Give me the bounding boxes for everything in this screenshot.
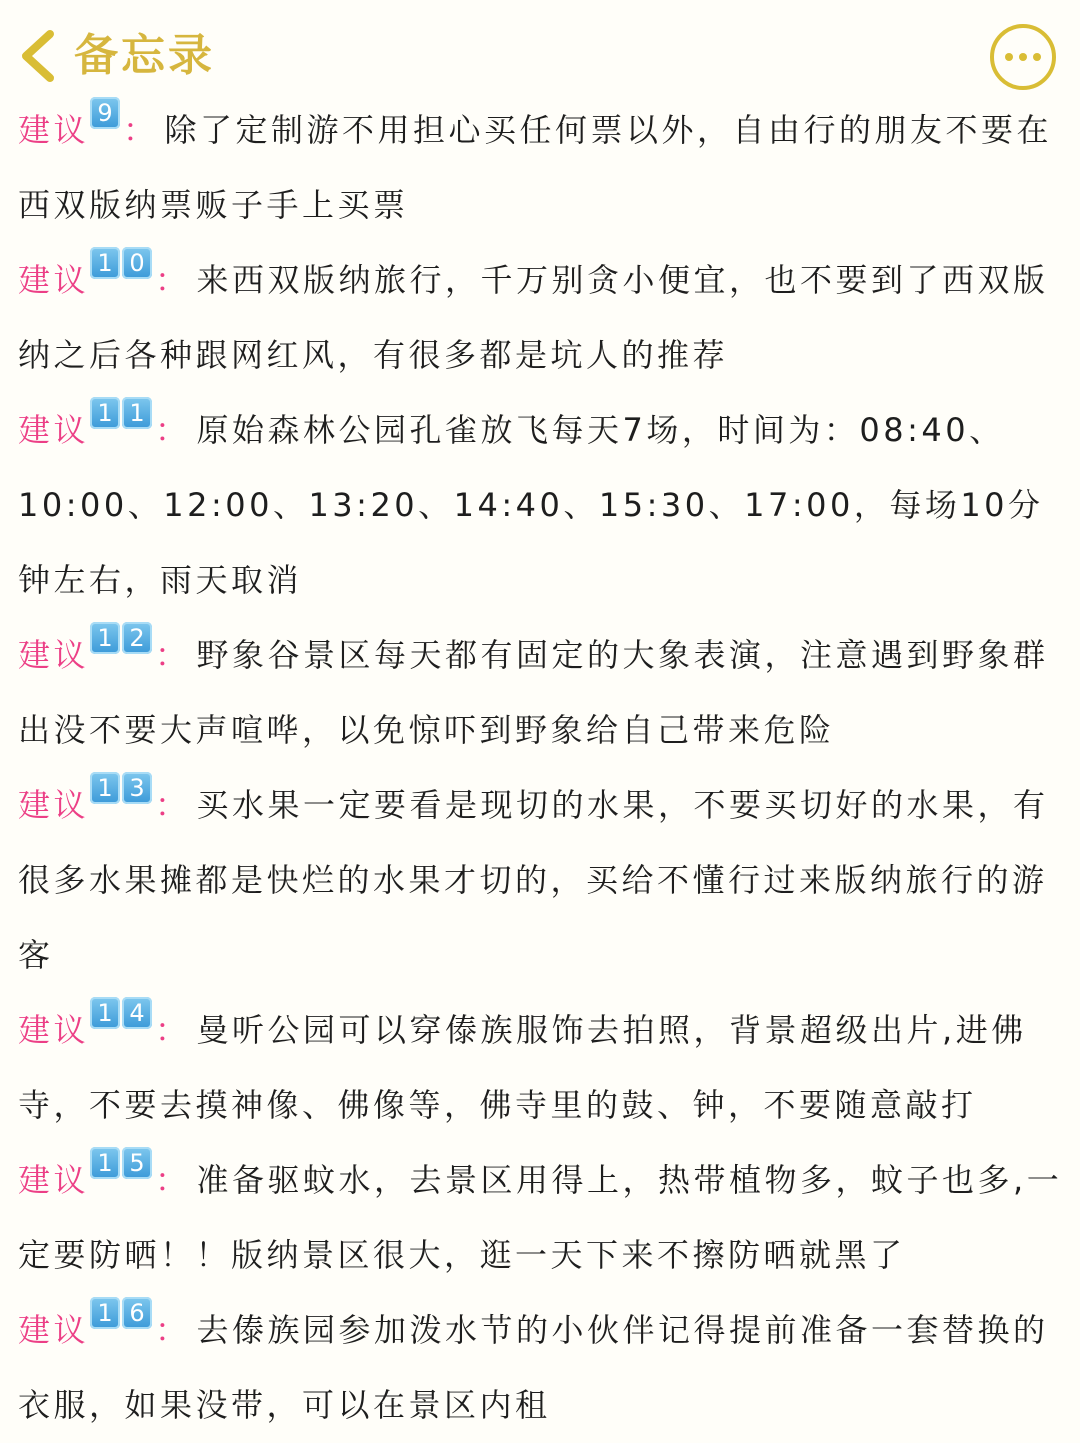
tip-number-badge <box>90 1147 154 1179</box>
tip-item <box>18 243 1074 393</box>
tip-label: 建议 <box>18 111 90 149</box>
number-keycap: 1 <box>90 1297 120 1329</box>
tip-colon: ： <box>123 111 159 149</box>
number-keycap: 1 <box>90 622 120 654</box>
tip-text: 来西双版纳旅行，千万别贪小便宜，也不要到了西双版纳之后各种跟网红风，有很多都是坑人的推荐 <box>18 261 1049 374</box>
number-keycap: 6 <box>122 1297 152 1329</box>
tip-colon: ： <box>155 1011 191 1049</box>
number-keycap: 1 <box>90 397 120 429</box>
tip-text: 买水果一定要看是现切的水果，不要买切好的水果，有很多水果摊都是快烂的水果才切的，买给不懂行过来版纳旅行的游客 <box>18 786 1049 974</box>
number-keycap: 1 <box>90 997 120 1029</box>
app-title[interactable]: 备忘录 <box>74 30 215 81</box>
number-keycap: 1 <box>90 247 120 279</box>
chevron-left-icon[interactable] <box>14 28 62 84</box>
top-bar <box>0 0 1080 108</box>
tip-text: 野象谷景区每天都有固定的大象表演，注意遇到野象群出没不要大声喧哗，以免惊吓到野象给自己带来危险 <box>18 636 1049 749</box>
number-keycap: 2 <box>122 622 152 654</box>
tip-number-badge <box>90 772 154 804</box>
tip-text: 除了定制游不用担心买任何票以外，自由行的朋友不要在西双版纳票贩子手上买票 <box>18 111 1053 224</box>
tip-label: 建议 <box>18 636 90 674</box>
tip-number-badge <box>90 1297 154 1329</box>
tip-label: 建议 <box>18 1311 90 1349</box>
tip-number-badge <box>90 97 122 129</box>
tip-label: 建议 <box>18 1011 90 1049</box>
tip-colon: ： <box>155 1311 191 1349</box>
number-keycap: 1 <box>90 1147 120 1179</box>
number-keycap: 4 <box>122 997 152 1029</box>
number-keycap: 1 <box>90 772 120 804</box>
number-keycap: 0 <box>122 247 152 279</box>
tip-label: 建议 <box>18 261 90 299</box>
tip-colon: ： <box>155 786 191 824</box>
more-dots-icon <box>1033 53 1041 61</box>
tip-item <box>18 1293 1074 1443</box>
tip-number-badge <box>90 622 154 654</box>
more-dots-icon <box>1019 53 1027 61</box>
more-dots-icon <box>1005 53 1013 61</box>
tip-label: 建议 <box>18 411 90 449</box>
tip-text: 去傣族园参加泼水节的小伙伴记得提前准备一套替换的衣服，如果没带，可以在景区内租 <box>18 1311 1049 1424</box>
tip-label: 建议 <box>18 786 90 824</box>
note-body[interactable] <box>18 93 1074 1443</box>
tip-colon: ： <box>155 411 191 449</box>
tip-item <box>18 1143 1074 1293</box>
tip-text: 原始森林公园孔雀放飞每天7场，时间为：08:40、10:00、12:00、13:20、14:40、15:30、17:00，每场10分钟左右，雨天取消 <box>18 411 1044 599</box>
tip-item <box>18 768 1074 993</box>
number-keycap: 9 <box>90 97 120 129</box>
tip-label: 建议 <box>18 1161 90 1199</box>
tip-number-badge <box>90 997 154 1029</box>
tip-item <box>18 93 1074 243</box>
tip-item <box>18 393 1074 618</box>
tip-text: 曼听公园可以穿傣族服饰去拍照，背景超级出片,进佛寺，不要去摸神像、佛像等，佛寺里的鼓、钟，不要随意敲打 <box>18 1011 1027 1124</box>
tip-item <box>18 618 1074 768</box>
tip-colon: ： <box>155 261 191 299</box>
number-keycap: 3 <box>122 772 152 804</box>
tip-colon: ： <box>155 1161 191 1199</box>
tip-number-badge <box>90 247 154 279</box>
tip-text: 准备驱蚊水，去景区用得上，热带植物多，蚊子也多,一定要防晒！！版纳景区很大，逛一天下来不擦防晒就黑了 <box>18 1161 1063 1274</box>
number-keycap: 1 <box>122 397 152 429</box>
tip-item <box>18 993 1074 1143</box>
number-keycap: 5 <box>122 1147 152 1179</box>
more-options-button[interactable] <box>990 24 1056 90</box>
tip-colon: ： <box>155 636 191 674</box>
tip-number-badge <box>90 397 154 429</box>
